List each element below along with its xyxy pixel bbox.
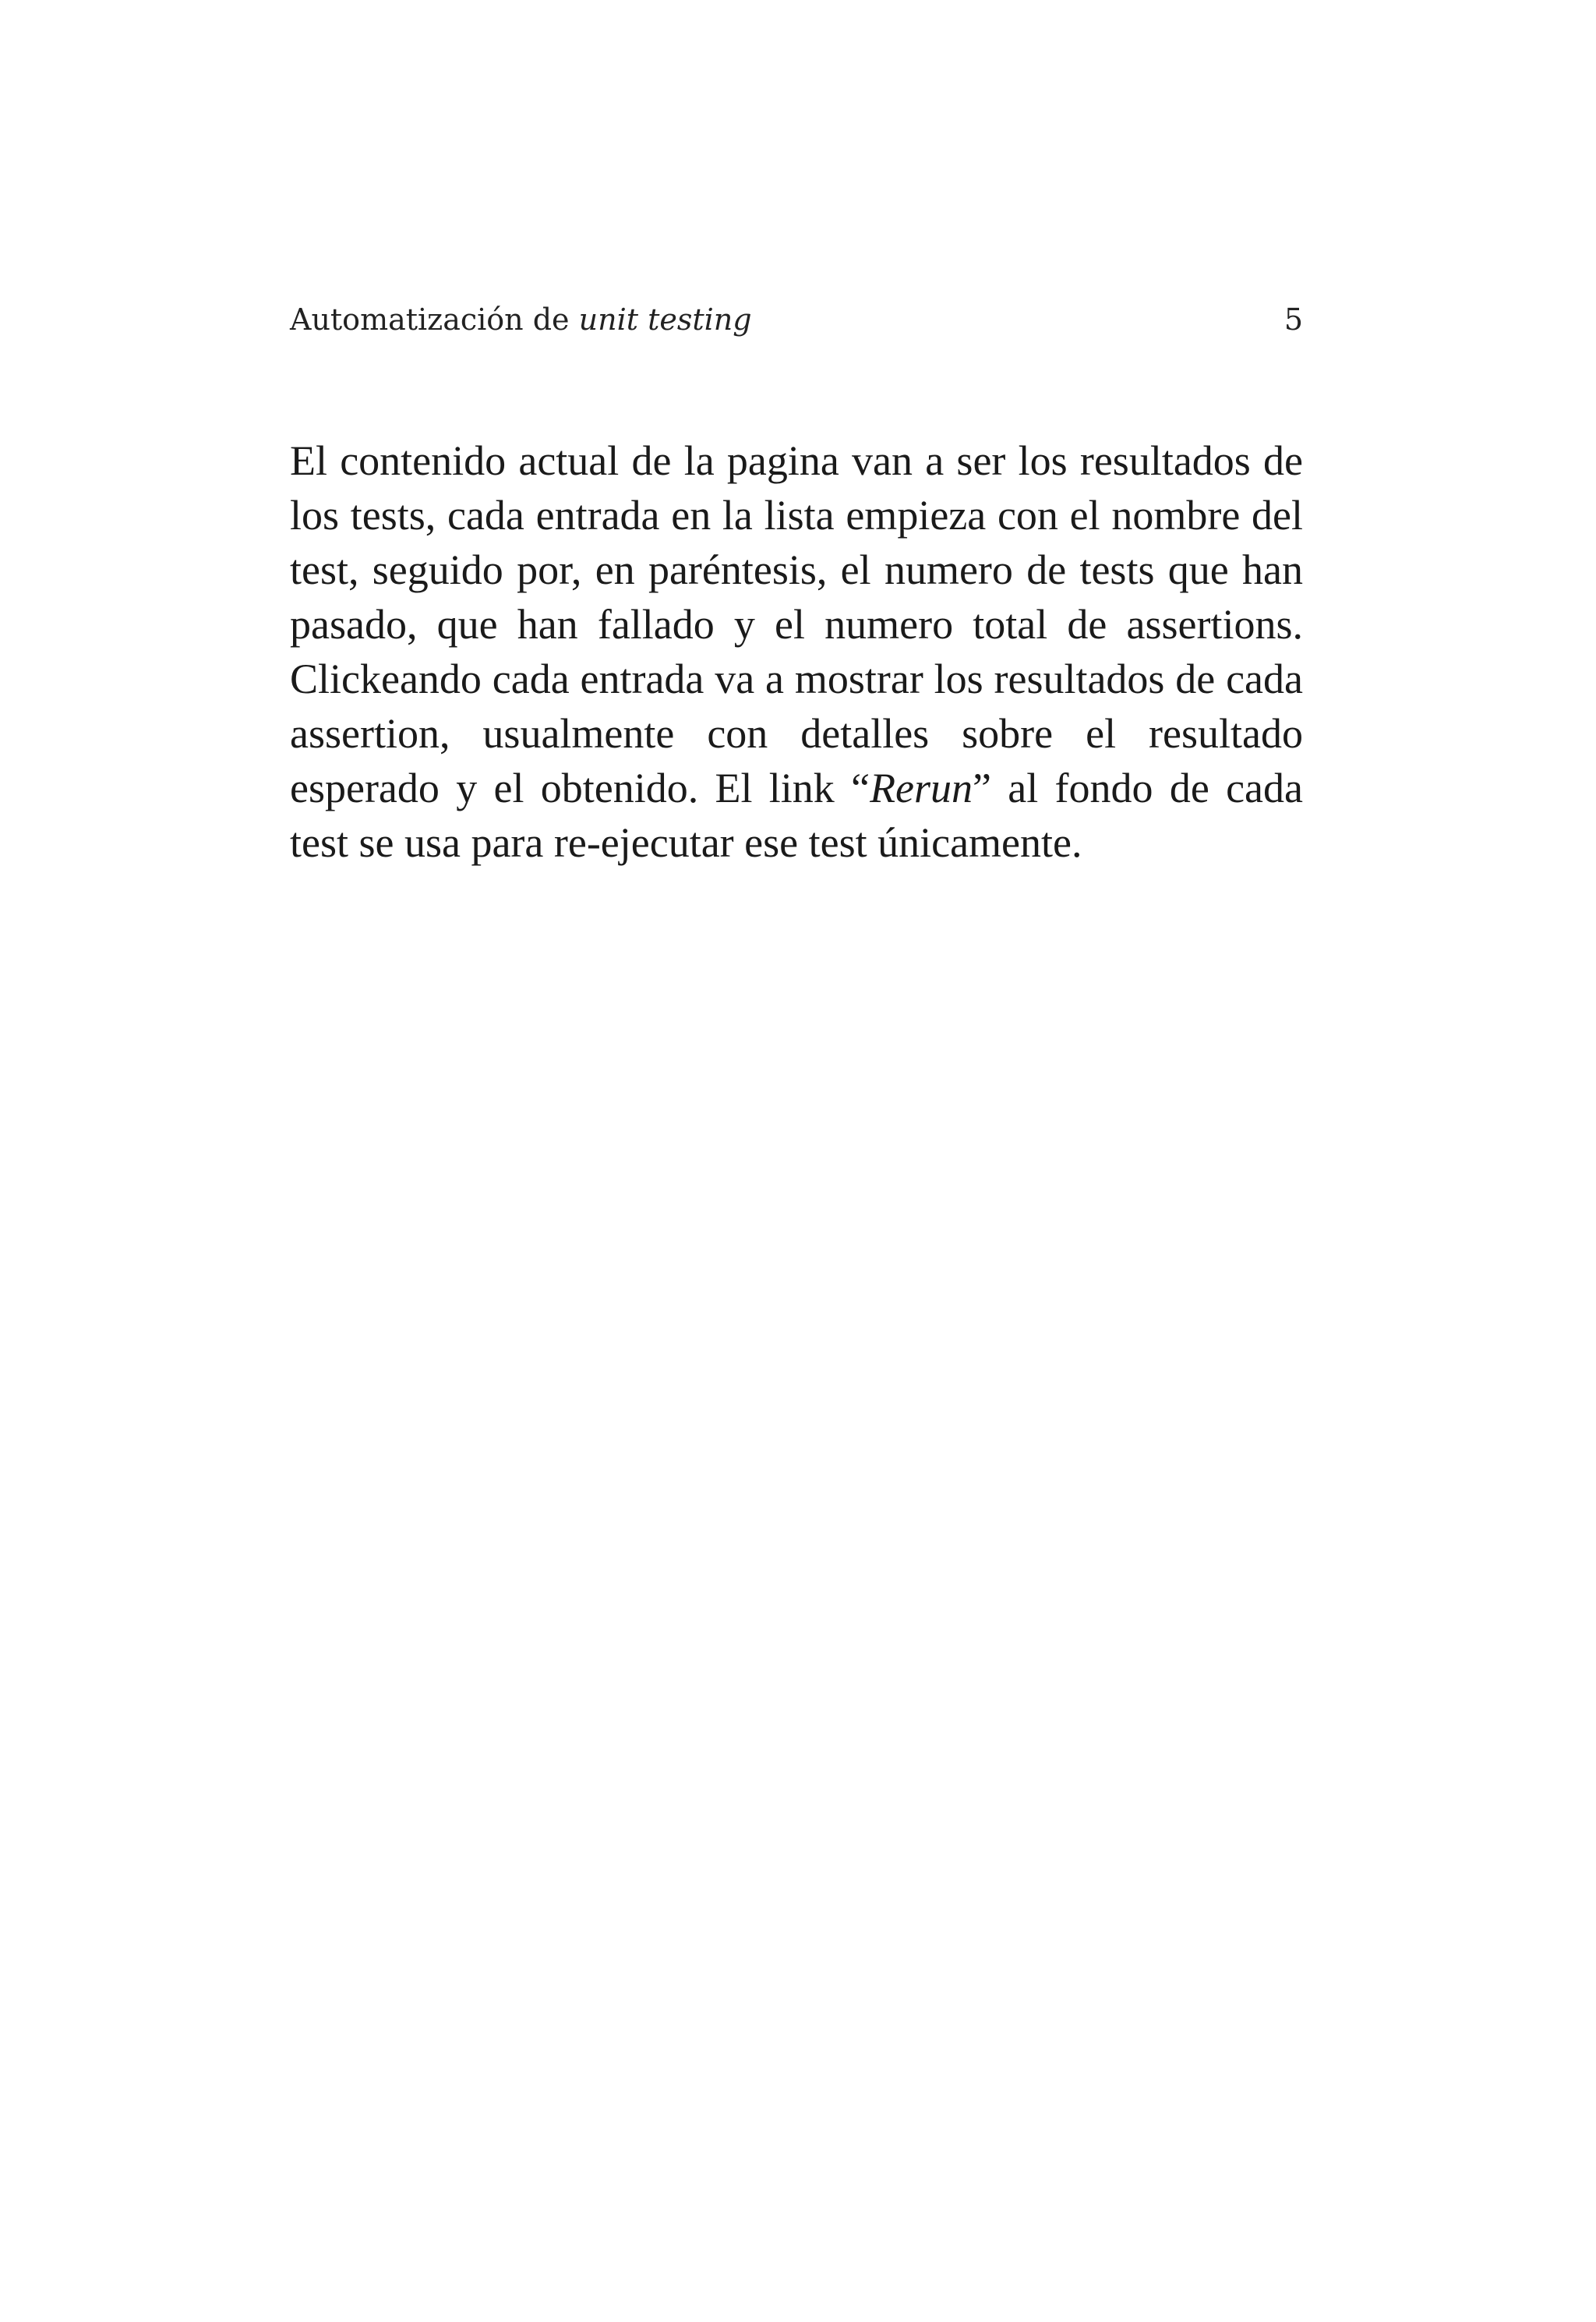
chapter-title bbox=[290, 298, 752, 341]
body-paragraph bbox=[290, 433, 1303, 870]
running-header bbox=[290, 298, 1303, 341]
paragraph-text-part1: El contenido actual de la pagina van a ser los resultados de los tests, cada entrada en la lista empieza con el nombre del test, seguido por, en paréntesis, el numero de tests que han pasado, que han fallado y el numero total de assertions. Clickeando cada entrada va a mostrar los resultados de cada assertion, usualmente con detalles sobre el resultado esperado y el obtenido. El link “ bbox=[290, 437, 1303, 811]
page-number: 5 bbox=[1284, 302, 1303, 337]
paragraph-emphasis-rerun: Rerun bbox=[870, 765, 973, 811]
chapter-title-emphasis: unit testing bbox=[578, 302, 752, 337]
chapter-title-prefix: Automatización de bbox=[290, 302, 579, 337]
paragraph-text-part2: ” al fondo de cada test se usa para re-ejecutar ese test únicamente. bbox=[290, 765, 1303, 866]
book-page bbox=[290, 0, 1303, 2322]
